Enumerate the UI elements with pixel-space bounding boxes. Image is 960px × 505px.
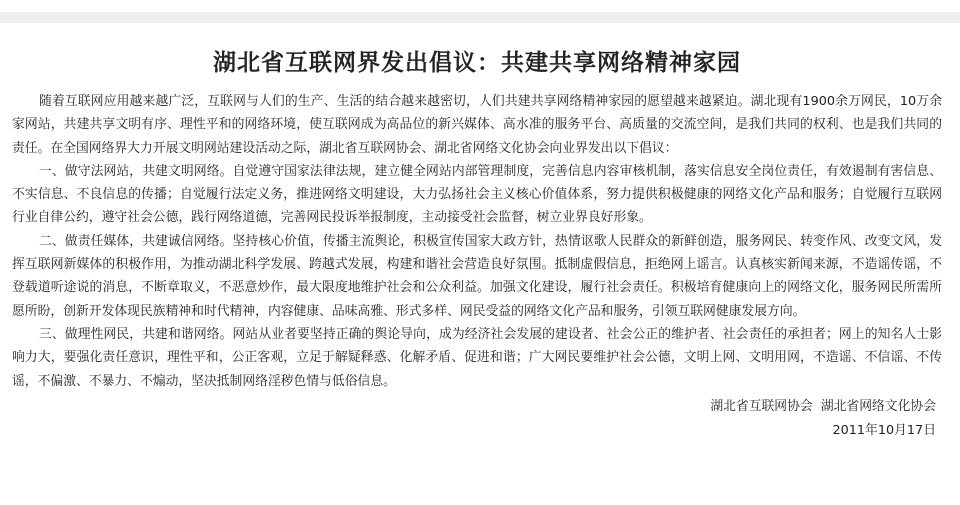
article-title: 湖北省互联网界发出倡议：共建共享网络精神家园: [213, 50, 741, 76]
top-bar: [0, 12, 960, 23]
article: [12, 23, 942, 443]
article-body: [12, 90, 942, 393]
publish-date: 2011年10月17日: [832, 422, 936, 438]
proposal-paragraph-2: 二、做责任媒体，共建诚信网络。坚持核心价值，传播主流舆论，积极宣传国家大政方针，热情讴歌人民群众的新鲜创造，服务网民、转变作风、改变文风，发挥互联网新媒体的积极作用，为推动湖北科学发展、跨越式发展，构建和谐社会营造良好氛围。抵制虚假信息，拒绝网上谣言。认真核实新闻来源，不造谣传谣，不登载道听途说的消息，不断章取义，不恶意炒作，最大限度地维护社会和公众利益。加强文化建设，履行社会责任。积极培育健康向上的网络文化，服务网民所需所愿所盼，创新开发体现民族精神和时代精神，内容健康、品味高雅、形式多样、网民受益的网络文化产品和服务，引领互联网健康发展方向。: [12, 233, 942, 319]
proposal-paragraph-3: 三、做理性网民，共建和谐网络。网站从业者要坚持正确的舆论导向，成为经济社会发展的建设者、社会公正的维护者、社会责任的承担者；网上的知名人士影响力大，要强化责任意识，理性平和，公正客观，立足于解疑释惑、化解矛盾、促进和谐；广大网民要维护社会公德，文明上网、文明用网，不造谣、不信谣、不传谣，不偏激、不暴力、不煽动，坚决抵制网络淫秽色情与低俗信息。: [12, 326, 942, 389]
signatories: 湖北省互联网协会 湖北省网络文化协会: [710, 398, 936, 414]
proposal-paragraph-1: 一、做守法网站，共建文明网络。自觉遵守国家法律法规，建立健全网站内部管理制度，完善信息内容审核机制，落实信息安全岗位责任，有效遏制有害信息、不实信息、不良信息的传播；自觉履行法定义务，推进网络文明建设，大力弘扬社会主义核心价值体系，努力提供积极健康的网络文化产品和服务；自觉履行互联网行业自律公约，遵守社会公德，践行网络道德，完善网民投诉举报制度，主动接受社会监督，树立业界良好形象。: [12, 163, 942, 226]
signature-block: [12, 395, 942, 443]
intro-paragraph: 随着互联网应用越来越广泛，互联网与人们的生产、生活的结合越来越密切，人们共建共享网络精神家园的愿望越来越紧迫。湖北现有1900余万网民，10万余家网站，共建共享文明有序、理性平和的网络环境，使互联网成为高品位的新兴媒体、高水准的服务平台、高质量的交流空间，是我们共同的权利、也是我们共同的责任。在全国网络界大力开展文明网站建设活动之际，湖北省互联网协会、湖北省网络文化协会向业界发出以下倡议：: [12, 94, 942, 156]
